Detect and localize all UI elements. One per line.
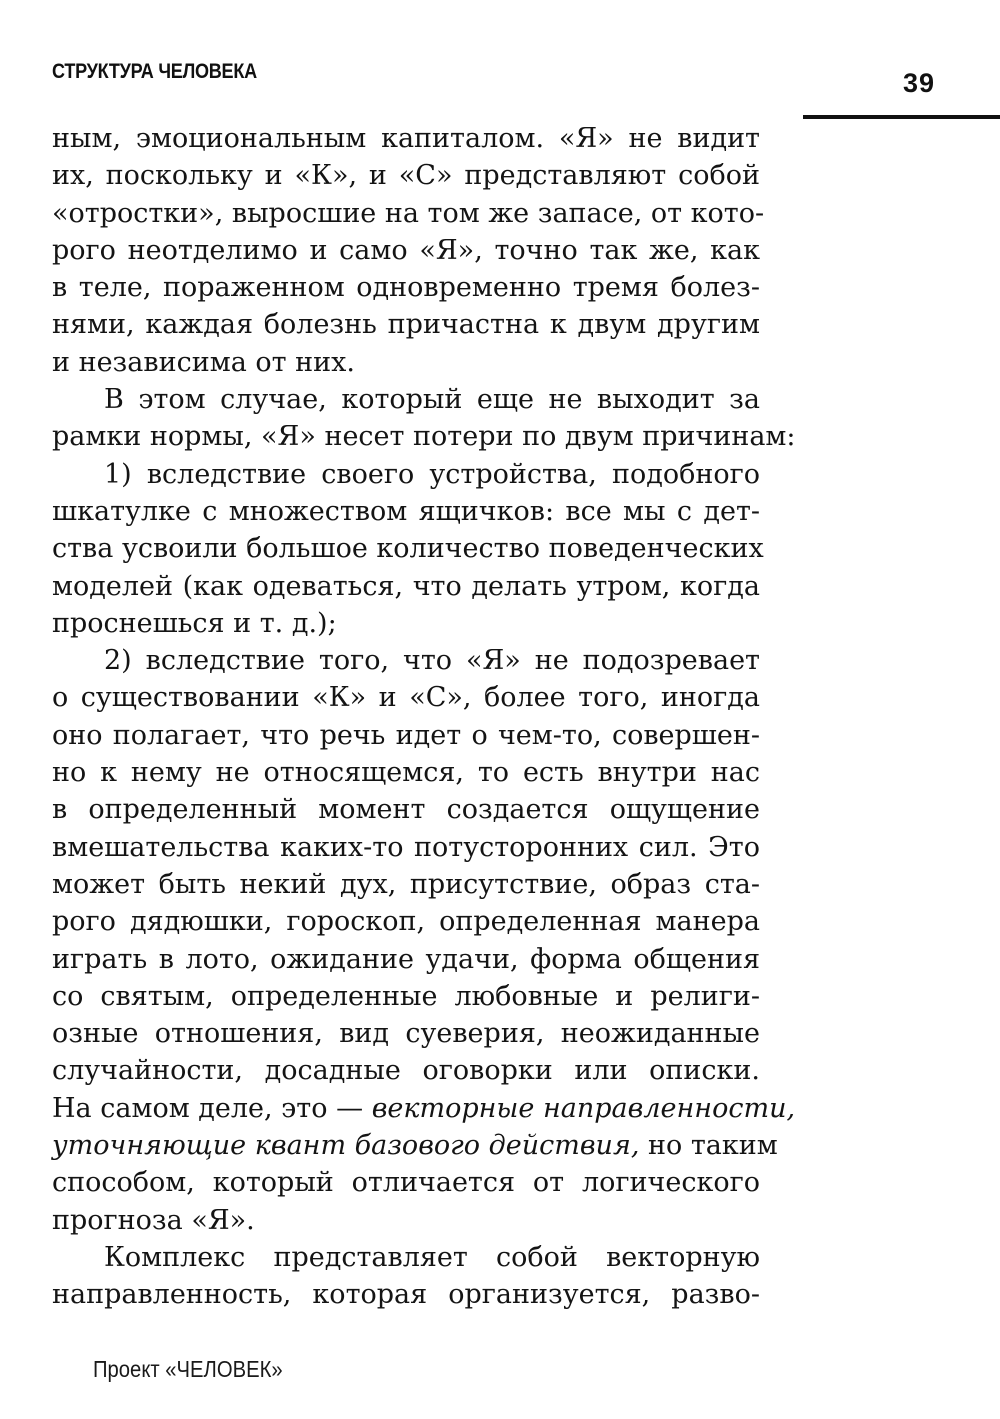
text-line — [52, 1127, 778, 1164]
emphasized-text: векторные направленности, — [371, 1092, 796, 1124]
text-line: моделей (как одеваться, что делать утром, когда — [52, 570, 760, 602]
text-line: со святым, определенные любовные и религи- — [52, 980, 760, 1012]
text-line: случайности, досадные оговорки или описки. — [52, 1055, 760, 1087]
text-line: в теле, пораженном одновременно тремя болез- — [52, 272, 760, 304]
text-line: 1) вследствие своего устройства, подобного — [104, 458, 760, 490]
text-line: но к нему не относящемся, то есть внутри нас — [52, 757, 760, 789]
page-number: 39 — [903, 68, 936, 98]
text-line: шкатулке с множеством ящичков: все мы с дет- — [52, 495, 760, 527]
text-line: способом, который отличается от логического — [52, 1167, 760, 1199]
header-rule — [803, 115, 1000, 119]
body-text — [52, 120, 796, 1314]
text-run: На самом деле, это — — [52, 1092, 364, 1124]
text-line: о существовании «К» и «С», более того, иногда — [52, 682, 760, 714]
text-line: в определенный момент создается ощущение — [52, 794, 760, 826]
text-line: их, поскольку и «К», и «С» представляют собой — [52, 160, 760, 192]
text-line: Комплекс представляет собой векторную — [104, 1241, 760, 1273]
text-line: направленность, которая организуется, разво- — [52, 1279, 760, 1311]
text-line: рого неотделимо и само «Я», точно так же, как — [52, 234, 760, 266]
emphasized-text: уточняющие квант базового действия, — [52, 1130, 640, 1162]
text-run: но таким — [648, 1130, 778, 1162]
text-line: ным, эмоциональным капиталом. «Я» не видит — [52, 123, 760, 154]
text-line: озные отношения, вид суеверия, неожиданные — [52, 1018, 760, 1050]
text-line: может быть некий дух, присутствие, образ ста- — [52, 868, 760, 900]
text-line: ства усвоили большое количество поведенческих — [52, 533, 764, 565]
footer-project-title: Проект «ЧЕЛОВЕК» — [93, 1356, 283, 1382]
text-line: проснешься и т. д.); — [52, 607, 337, 639]
text-line: рамки нормы, «Я» несет потери по двум причинам: — [52, 421, 796, 453]
text-line: прогноза «Я». — [52, 1204, 255, 1236]
text-line: 2) вследствие того, что «Я» не подозревает — [104, 645, 760, 677]
text-line — [52, 1090, 796, 1127]
text-line: вмешательства каких-то потусторонних сил. Это — [52, 831, 760, 863]
running-title: СТРУКТУРА ЧЕЛОВЕКА — [52, 60, 257, 83]
text-line: оно полагает, что речь идет о чем-то, совершен- — [52, 719, 760, 751]
text-line: нями, каждая болезнь причастна к двум другим — [52, 309, 760, 341]
text-line: рого дядюшки, гороскоп, определенная манера — [52, 906, 760, 938]
text-line: «отростки», выросшие на том же запасе, от кото- — [52, 197, 765, 229]
text-line: В этом случае, который еще не выходит за — [104, 384, 760, 416]
text-line: играть в лото, ожидание удачи, форма общения — [52, 943, 760, 975]
text-line: и независима от них. — [52, 346, 355, 378]
